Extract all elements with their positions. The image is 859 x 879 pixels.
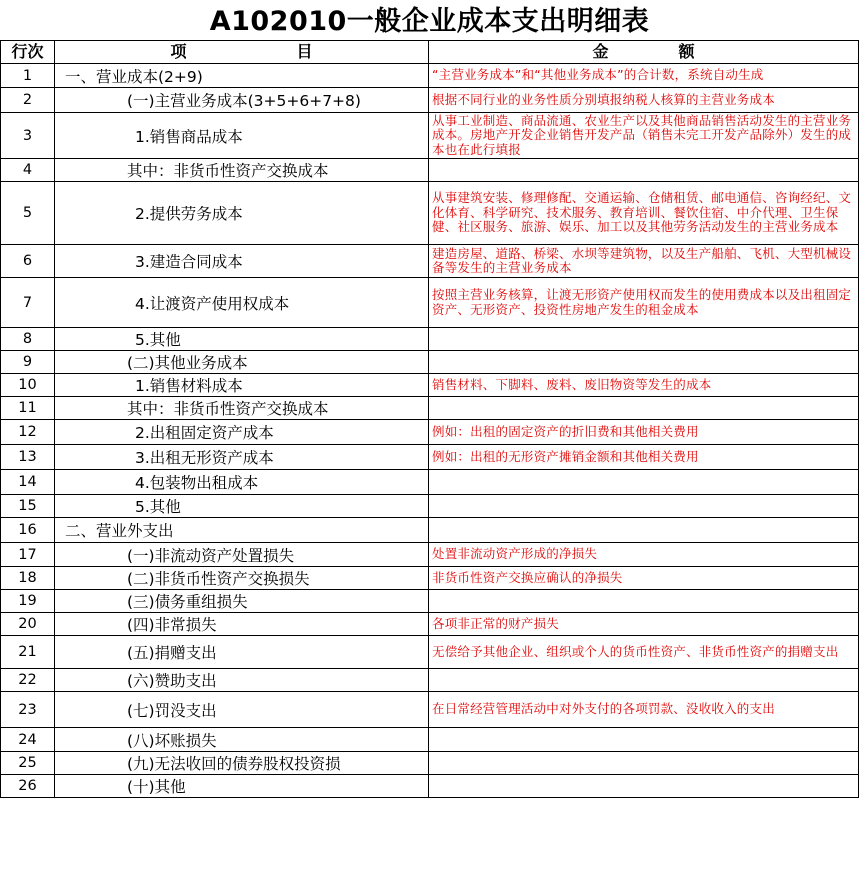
- table-row: [1, 278, 859, 328]
- row-item: (三)债务重组损失: [55, 590, 429, 613]
- row-amount-note: 按照主营业务核算，让渡无形资产使用权而发生的使用费成本以及出租固定资产、无形资产、投资性房地产发生的租金成本: [429, 278, 859, 328]
- row-number: 5: [1, 182, 55, 245]
- row-amount-note: [429, 775, 859, 798]
- row-amount-note: 无偿给予其他企业、组织或个人的货币性资产、非货币性资产的捐赠支出: [429, 636, 859, 669]
- row-amount-note: 从事工业制造、商品流通、农业生产以及其他商品销售活动发生的主营业务成本。房地产开发企业销售开发产品（销售未完工开发产品除外）发生的成本也在此行填报: [429, 113, 859, 159]
- row-number: 21: [1, 636, 55, 669]
- row-number: 24: [1, 728, 55, 752]
- table-row: [1, 543, 859, 567]
- table-row: [1, 567, 859, 590]
- table-row: [1, 636, 859, 669]
- row-number: 26: [1, 775, 55, 798]
- row-item: (九)无法收回的债券股权投资损: [55, 752, 429, 775]
- row-item: 一、营业成本(2+9): [55, 64, 429, 88]
- table-row: [1, 692, 859, 728]
- row-number: 16: [1, 518, 55, 543]
- table-row: [1, 64, 859, 88]
- row-number: 1: [1, 64, 55, 88]
- row-number: 4: [1, 159, 55, 182]
- row-amount-note: [429, 495, 859, 518]
- table-row: [1, 374, 859, 397]
- row-number: 20: [1, 613, 55, 636]
- cost-detail-table: [0, 40, 859, 798]
- header-item: [55, 41, 429, 64]
- row-amount-note: [429, 728, 859, 752]
- row-item: 2.出租固定资产成本: [55, 420, 429, 445]
- row-item: 4.让渡资产使用权成本: [55, 278, 429, 328]
- row-number: 19: [1, 590, 55, 613]
- table-row: [1, 728, 859, 752]
- header-amount: [429, 41, 859, 64]
- row-item: 4.包装物出租成本: [55, 470, 429, 495]
- row-amount-note: [429, 328, 859, 351]
- table-row: [1, 669, 859, 692]
- row-item: (二)非货币性资产交换损失: [55, 567, 429, 590]
- row-amount-note: 非货币性资产交换应确认的净损失: [429, 567, 859, 590]
- row-number: 10: [1, 374, 55, 397]
- row-item: (六)赞助支出: [55, 669, 429, 692]
- row-item: 5.其他: [55, 495, 429, 518]
- row-item: 其中：非货币性资产交换成本: [55, 397, 429, 420]
- row-amount-note: [429, 470, 859, 495]
- row-item: (七)罚没支出: [55, 692, 429, 728]
- row-item: 1.销售材料成本: [55, 374, 429, 397]
- row-amount-note: 处置非流动资产形成的净损失: [429, 543, 859, 567]
- row-item: (一)非流动资产处置损失: [55, 543, 429, 567]
- row-amount-note: [429, 351, 859, 374]
- row-amount-note: [429, 752, 859, 775]
- table-row: [1, 88, 859, 113]
- row-amount-note: [429, 397, 859, 420]
- header-row-no: 行次: [1, 41, 55, 64]
- row-number: 6: [1, 245, 55, 278]
- row-amount-note: [429, 159, 859, 182]
- table-row: [1, 590, 859, 613]
- table-row: [1, 470, 859, 495]
- row-item: (二)其他业务成本: [55, 351, 429, 374]
- row-amount-note: 根据不同行业的业务性质分别填报纳税人核算的主营业务成本: [429, 88, 859, 113]
- row-item: 5.其他: [55, 328, 429, 351]
- table-header-row: [1, 41, 859, 64]
- table-row: [1, 775, 859, 798]
- row-amount-note: 建造房屋、道路、桥梁、水坝等建筑物，以及生产船舶、飞机、大型机械设备等发生的主营业务成本: [429, 245, 859, 278]
- header-amount-a: 金: [592, 42, 609, 61]
- row-number: 8: [1, 328, 55, 351]
- row-number: 23: [1, 692, 55, 728]
- row-amount-note: 销售材料、下脚料、废料、废旧物资等发生的成本: [429, 374, 859, 397]
- row-item: 其中：非货币性资产交换成本: [55, 159, 429, 182]
- row-number: 25: [1, 752, 55, 775]
- table-row: [1, 445, 859, 470]
- table-row: [1, 518, 859, 543]
- table-row: [1, 420, 859, 445]
- row-item: 3.建造合同成本: [55, 245, 429, 278]
- table-row: [1, 495, 859, 518]
- row-number: 13: [1, 445, 55, 470]
- row-item: 3.出租无形资产成本: [55, 445, 429, 470]
- row-number: 2: [1, 88, 55, 113]
- row-amount-note: [429, 669, 859, 692]
- row-number: 18: [1, 567, 55, 590]
- header-item-a: 项: [170, 42, 187, 61]
- row-amount-note: 例如：出租的无形资产摊销金额和其他相关费用: [429, 445, 859, 470]
- header-item-b: 目: [296, 42, 313, 61]
- table-row: [1, 397, 859, 420]
- row-item: (五)捐赠支出: [55, 636, 429, 669]
- row-amount-note: [429, 518, 859, 543]
- row-number: 11: [1, 397, 55, 420]
- table-row: [1, 613, 859, 636]
- row-number: 15: [1, 495, 55, 518]
- row-item: 2.提供劳务成本: [55, 182, 429, 245]
- row-amount-note: 在日常经营管理活动中对外支付的各项罚款、没收收入的支出: [429, 692, 859, 728]
- row-item: (四)非常损失: [55, 613, 429, 636]
- row-number: 9: [1, 351, 55, 374]
- row-amount-note: 各项非正常的财产损失: [429, 613, 859, 636]
- row-number: 12: [1, 420, 55, 445]
- table-row: [1, 113, 859, 159]
- row-amount-note: 例如：出租的固定资产的折旧费和其他相关费用: [429, 420, 859, 445]
- row-item: (一)主营业务成本(3+5+6+7+8): [55, 88, 429, 113]
- row-number: 3: [1, 113, 55, 159]
- table-row: [1, 752, 859, 775]
- row-number: 22: [1, 669, 55, 692]
- table-row: [1, 159, 859, 182]
- row-amount-note: [429, 590, 859, 613]
- table-row: [1, 351, 859, 374]
- row-number: 14: [1, 470, 55, 495]
- table-row: [1, 245, 859, 278]
- row-item: (八)坏账损失: [55, 728, 429, 752]
- row-amount-note: 从事建筑安装、修理修配、交通运输、仓储租赁、邮电通信、咨询经纪、文化体育、科学研究、技术服务、教育培训、餐饮住宿、中介代理、卫生保健、社区服务、旅游、娱乐、加工以及其他劳务活动发生的主营业务成本: [429, 182, 859, 245]
- table-row: [1, 328, 859, 351]
- row-item: 二、营业外支出: [55, 518, 429, 543]
- row-number: 17: [1, 543, 55, 567]
- row-amount-note: “主营业务成本”和“其他业务成本”的合计数，系统自动生成: [429, 64, 859, 88]
- header-amount-b: 额: [678, 42, 695, 61]
- table-row: [1, 182, 859, 245]
- row-item: 1.销售商品成本: [55, 113, 429, 159]
- row-number: 7: [1, 278, 55, 328]
- row-item: (十)其他: [55, 775, 429, 798]
- page-title: A102010一般企业成本支出明细表: [209, 6, 650, 37]
